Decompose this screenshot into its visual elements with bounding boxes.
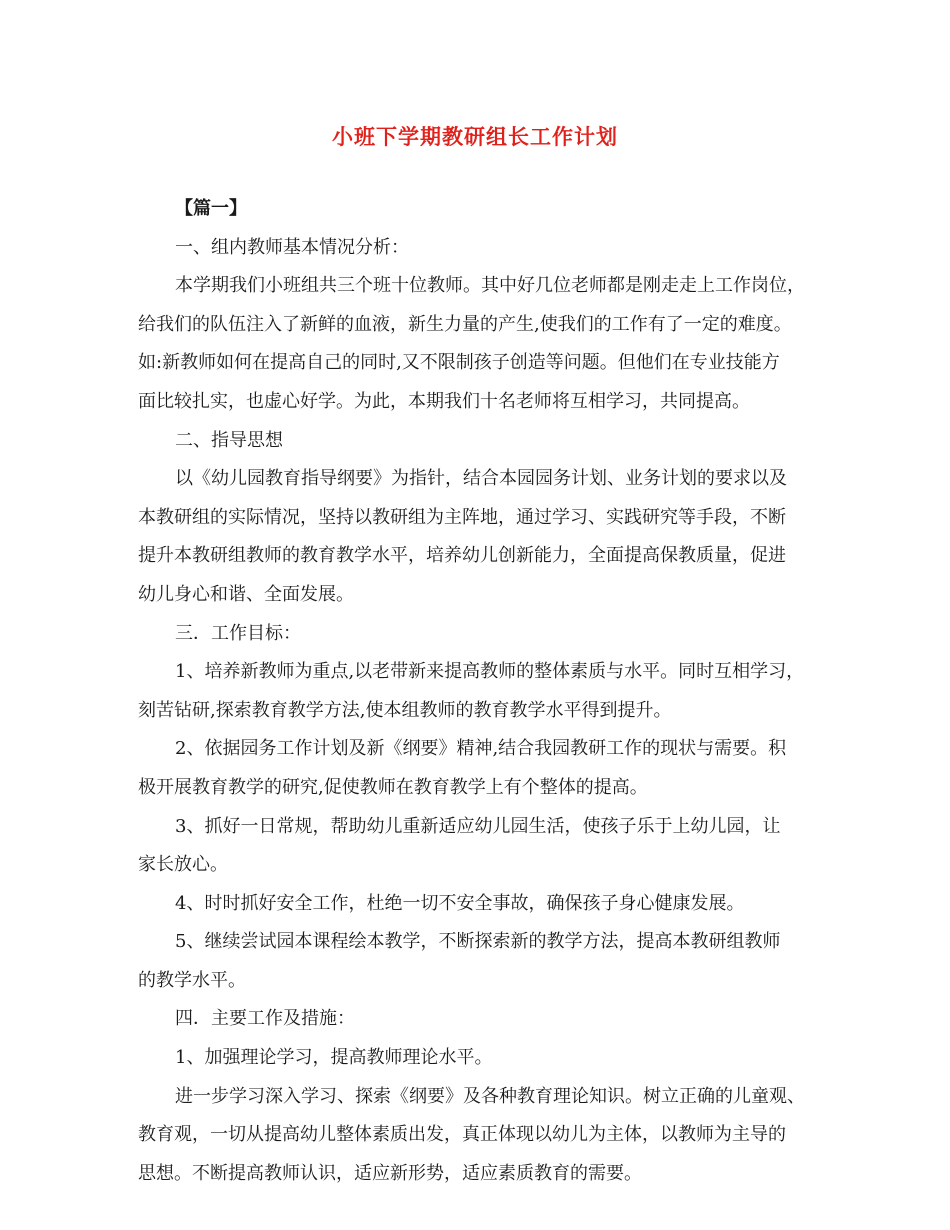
text-line: 1、加强理论学习，提高教师理论水平。	[175, 1047, 493, 1069]
text-line: 4、时时抓好安全工作，杜绝一切不安全事故，确保孩子身心健康发展。	[175, 892, 745, 914]
text-line: 本教研组的实际情况，坚持以教研组为主阵地，通过学习、实践研究等手段，不断	[138, 506, 786, 528]
text-line: 家长放心。	[138, 854, 228, 876]
text-line: 以《幼儿园教育指导纲要》为指针，结合本园园务计划、业务计划的要求以及	[175, 468, 787, 490]
text-line: 2、依据园务工作计划及新《纲要》精神,结合我园教研工作的现状与需要。积	[175, 738, 787, 760]
text-line: 面比较扎实，也虚心好学。为此，本期我们十名老师将互相学习，共同提高。	[138, 390, 750, 412]
document-title: 小班下学期教研组长工作计划	[332, 124, 618, 149]
text-line: 进一步学习深入学习、探索《纲要》及各种教育理论知识。树立正确的儿童观、	[175, 1085, 805, 1107]
text-line: 1、培养新教师为重点,以老带新来提高教师的整体素质与水平。同时互相学习，	[175, 661, 805, 683]
text-line: 3、抓好一日常规，帮助幼儿重新适应幼儿园生活，使孩子乐于上幼儿园，让	[175, 815, 781, 837]
text-line: 提升本教研组教师的教育教学水平，培养幼儿创新能力，全面提高保教质量，促进	[138, 545, 786, 567]
text-line: 二、指导思想	[175, 429, 283, 451]
text-line: 一、组内教师基本情况分析：	[175, 236, 409, 258]
text-line: 极开展教育教学的研究,促使教师在教育教学上有个整体的提高。	[138, 776, 648, 798]
text-line: 四．主要工作及措施：	[175, 1008, 355, 1030]
text-line: 三．工作目标：	[175, 622, 301, 644]
text-line: 5、继续尝试园本课程绘本教学，不断探索新的教学方法，提高本教研组教师	[175, 931, 781, 953]
text-line: 刻苦钻研,探索教育教学方法,使本组教师的教育教学水平得到提升。	[138, 699, 672, 721]
text-line: 给我们的队伍注入了新鲜的血液，新生力量的产生,使我们的工作有了一定的难度。	[138, 313, 792, 335]
text-line: 【篇一】	[175, 198, 247, 219]
text-line: 本学期我们小班组共三个班十位教师。其中好几位老师都是刚走走上工作岗位，	[175, 275, 805, 297]
text-line: 幼儿身心和谐、全面发展。	[138, 583, 354, 605]
text-line: 思想。不断提高教师认识，适应新形势，适应素质教育的需要。	[138, 1162, 642, 1184]
text-line: 的教学水平。	[138, 969, 246, 991]
text-line: 教育观，一切从提高幼儿整体素质出发，真正体现以幼儿为主体，以教师为主导的	[138, 1124, 786, 1146]
text-line: 如:新教师如何在提高自己的同时,又不限制孩子创造等问题。但他们在专业技能方	[138, 352, 780, 374]
document-body	[138, 190, 818, 1193]
